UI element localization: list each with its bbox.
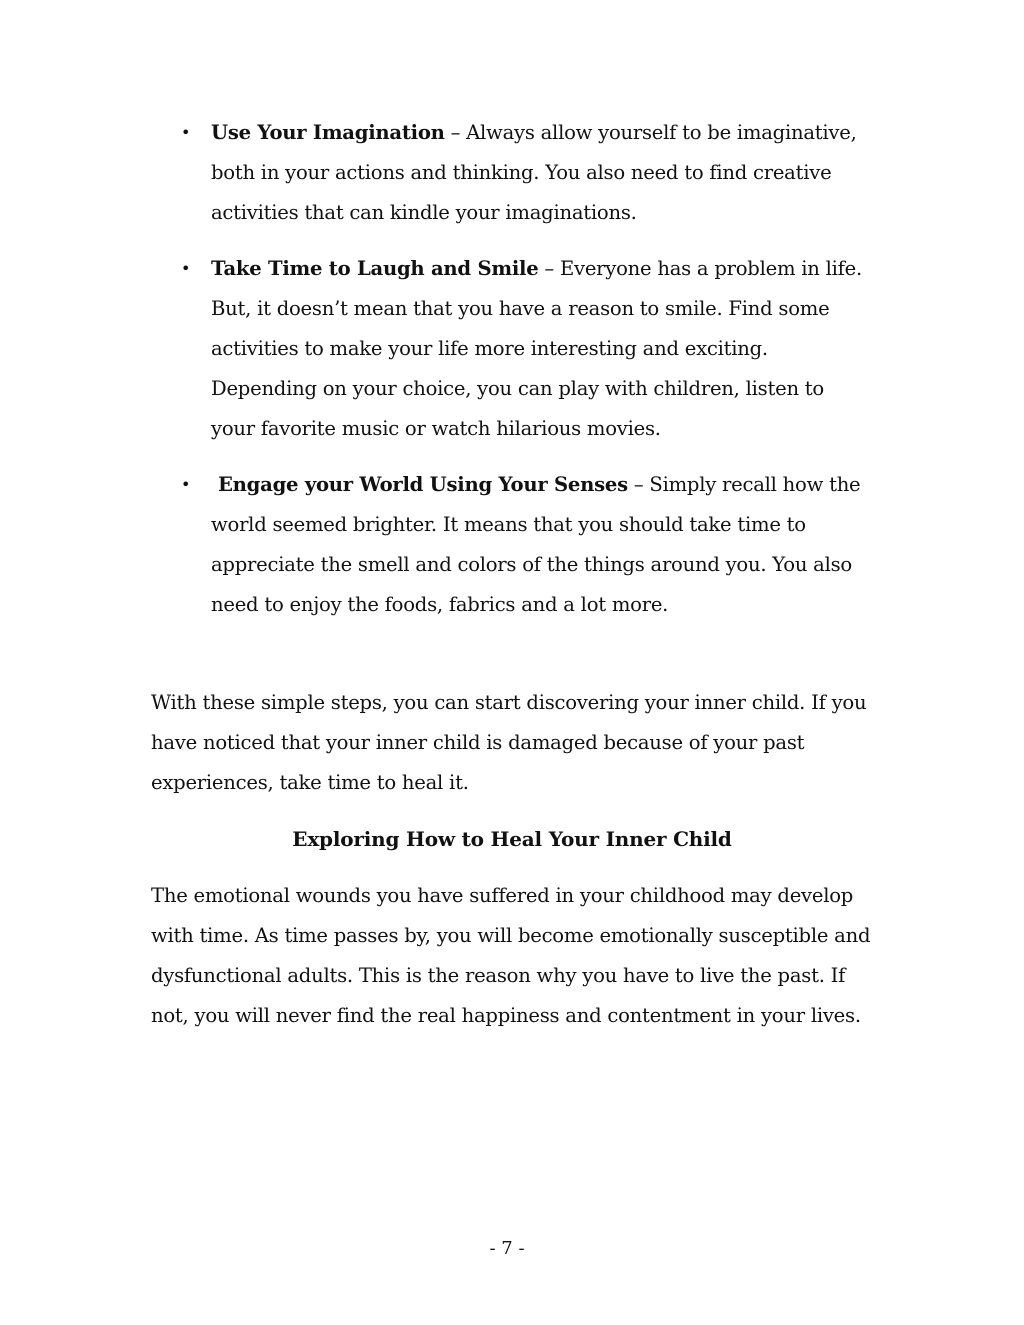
page-number: - 7 - (489, 1238, 525, 1259)
bullet-item-laugh-smile (176, 249, 866, 449)
bullet-lead: Engage your World Using Your Senses (218, 473, 628, 496)
bullet-icon: • (181, 123, 191, 142)
bullet-body: – Simply recall how the world seemed brighter. It means that you should take time to appreciate the smell and colors of the things around you. You also need to enjoy the foods, fabrics and a lot more. (211, 473, 861, 616)
bullet-item-imagination (176, 113, 866, 233)
bullet-list (176, 113, 866, 641)
section-heading: Exploring How to Heal Your Inner Child (292, 827, 732, 851)
bullet-body: – Everyone has a problem in life. But, it doesn’t mean that you have a reason to smile. Find some activities to make your life more interesting and exciting. Depending on your choice, you can play with children, listen to your favorite music or watch hilarious movies. (211, 257, 862, 440)
bullet-icon: • (181, 475, 191, 494)
body-paragraph-wounds: The emotional wounds you have suffered in your childhood may develop with time. As time passes by, you will become emotionally susceptible and dysfunctional adults. This is the reason why you have to live the past. If not, you will never find the real happiness and contentment in your lives. (151, 884, 871, 1027)
bullet-body: – Always allow yourself to be imaginative, both in your actions and thinking. You also need to find creative activities that can kindle your imaginations. (211, 121, 857, 224)
body-paragraph-steps: With these simple steps, you can start discovering your inner child. If you have noticed that your inner child is damaged because of your past experiences, take time to heal it. (151, 691, 867, 794)
bullet-icon: • (181, 259, 191, 278)
bullet-lead: Use Your Imagination (211, 121, 445, 144)
bullet-lead: Take Time to Laugh and Smile (211, 257, 539, 280)
bullet-item-senses (176, 465, 866, 625)
